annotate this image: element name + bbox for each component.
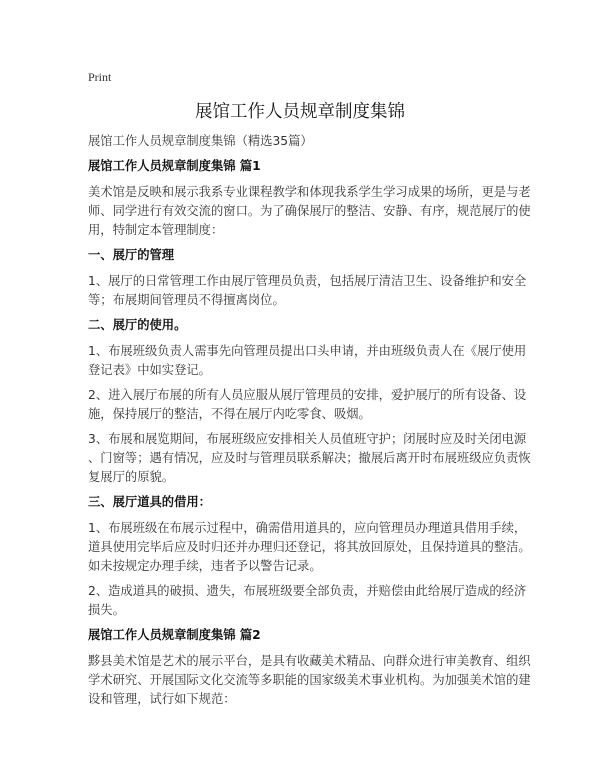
paragraph-line: 登记表》中如实登记。 [88, 363, 211, 377]
paragraph [88, 183, 538, 240]
paragraph [88, 386, 538, 424]
section-heading: 展馆工作人员规章制度集锦 篇2 [88, 628, 261, 642]
section-heading: 展馆工作人员规章制度集锦 篇1 [88, 159, 261, 173]
paragraph-line: 师、同学进行有效交流的窗口。为了确保展厅的整洁、安静、有序，规范展厅的使 [88, 204, 531, 218]
paragraph-line: 2、造成道具的破损、遗失，布展班级要全部负责，并赔偿由此给展厅造成的经济 [88, 584, 527, 598]
document-body [88, 132, 538, 715]
document-sections [88, 157, 538, 709]
paragraph [88, 342, 538, 380]
paragraph-line: 复展厅的原貌。 [88, 470, 175, 484]
paragraph-line: 用，特制定本管理制度： [88, 223, 224, 237]
paragraph-line: 3、布展和展览期间，布展班级应安排相关人员值班守护；闭展时应及时关闭电源 [88, 432, 527, 446]
paragraph-line: 美术馆是反映和展示我系专业课程教学和体现我系学生学习成果的场所，更是与老 [88, 185, 531, 199]
paragraph-line: 设和管理，试行如下规范： [88, 692, 236, 706]
paragraph-line: 道具使用完毕后应及时归还并办理归还登记，将其放回原处，且保持道具的整洁。 [88, 540, 531, 554]
paragraph [88, 430, 538, 487]
document-subtitle [88, 132, 538, 151]
paragraph [88, 582, 538, 620]
paragraph-line: 1、布展班级在布展示过程中，确需借用道具的，应向管理员办理道具借用手续， [88, 521, 527, 535]
subtitle-text: 展馆工作人员规章制度集锦（精选35篇） [88, 134, 313, 148]
paragraph-line: 1、布展班级负责人需事先向管理员提出口头申请，并由班级负责人在《展厅使用 [88, 344, 527, 358]
paragraph-line: 如未按规定办理手续，违者予以警告记录。 [88, 559, 322, 573]
paragraph-line: 施，保持展厅的整洁，不得在展厅内吃零食、吸烟。 [88, 407, 371, 421]
paragraph [88, 652, 538, 709]
paragraph-line: 、门窗等；遇有情况，应及时与管理员联系解决；撤展后离开时布展班级应负责恢 [88, 451, 531, 465]
paragraph [88, 519, 538, 576]
paragraph-line: 2、进入展厅布展的所有人员应服从展厅管理员的安排，爱护展厅的所有设备、设 [88, 388, 527, 402]
paragraph-line: 等；布展期间管理员不得擅离岗位。 [88, 293, 285, 307]
paragraph-line: 学术研究、开展国际文化交流等多职能的国家级美术事业机构。为加强美术馆的建 [88, 673, 531, 687]
paragraph-line: 黟县美术馆是艺术的展示平台，是具有收藏美术精品、向群众进行审美教育、组织 [88, 654, 531, 668]
document-title: 展馆工作人员规章制度集锦 [195, 102, 405, 122]
paragraph-line: 1、展厅的日常管理工作由展厅管理员负责，包括展厅清洁卫生、设备维护和安全 [88, 274, 527, 288]
paragraph [88, 272, 538, 310]
section-heading: 一、展厅的管理 [88, 248, 175, 262]
paragraph-line: 损失。 [88, 603, 125, 617]
section-heading: 三、展厅道具的借用： [88, 495, 211, 509]
section-heading: 二、展厅的使用。 [88, 318, 187, 332]
print-link[interactable]: Print [88, 70, 112, 84]
